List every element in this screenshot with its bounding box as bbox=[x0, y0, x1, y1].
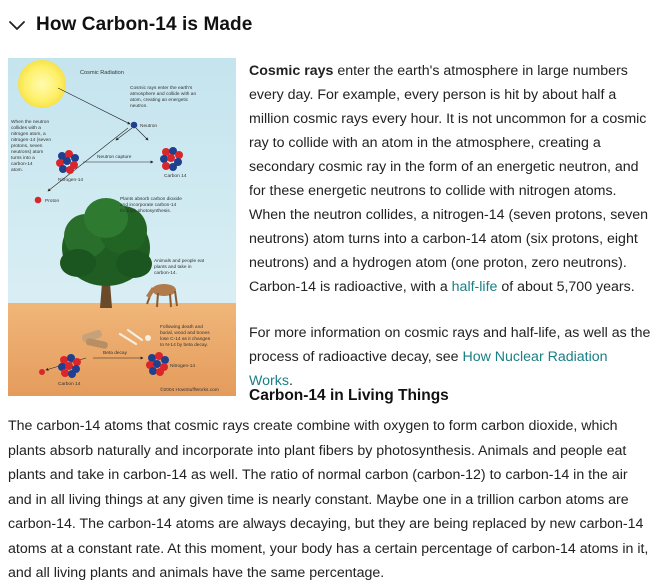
label-neutron-capture: Neutron capture bbox=[97, 155, 132, 160]
label-neutron: Neutron bbox=[140, 124, 158, 129]
svg-text:carbon-14: carbon-14 bbox=[11, 162, 33, 167]
svg-text:neutron.: neutron. bbox=[130, 104, 148, 109]
label-carbon14-bottom: Carbon 14 bbox=[58, 382, 81, 387]
label-nitrogen14-top: Nitrogen-14 bbox=[58, 178, 84, 183]
svg-text:nitrogen-14 (seven: nitrogen-14 (seven bbox=[11, 138, 51, 143]
section-title: How Carbon-14 is Made bbox=[36, 14, 253, 35]
svg-text:collides with a: collides with a bbox=[11, 126, 41, 131]
copyright-label: ©2004 HowStuffWorks.com bbox=[160, 388, 219, 393]
neutron-icon bbox=[131, 122, 138, 129]
decay-particle-icon bbox=[39, 369, 45, 375]
label-proton: Proton bbox=[45, 199, 60, 204]
label-beta-decay: Beta decay bbox=[103, 351, 128, 356]
svg-text:burial, wood and bones: burial, wood and bones bbox=[160, 331, 210, 336]
chevron-down-icon[interactable] bbox=[8, 16, 26, 34]
svg-text:to N-14 by beta decay.: to N-14 by beta decay. bbox=[160, 343, 208, 348]
svg-text:Plants absorb carbon dioxide: Plants absorb carbon dioxide bbox=[120, 197, 182, 202]
ground bbox=[8, 303, 236, 396]
paragraph-more-info: For more information on cosmic rays and half-life, as well as the process of radioactive decay, see How Nuclear Radiation Works. bbox=[249, 325, 651, 389]
cosmic-rays-term: Cosmic rays bbox=[249, 63, 334, 79]
carbon14-diagram bbox=[8, 58, 236, 396]
svg-text:nitrogen atom, a: nitrogen atom, a bbox=[11, 132, 46, 137]
svg-text:atom, creating an energetic: atom, creating an energetic bbox=[130, 98, 189, 103]
svg-text:atom.: atom. bbox=[11, 168, 23, 173]
right-column bbox=[249, 59, 653, 393]
svg-text:protons, seven: protons, seven bbox=[11, 144, 43, 149]
paragraph-living-things: The carbon-14 atoms that cosmic rays create combine with oxygen to form carbon dioxide, which plants absorb naturally and incorporate into plant fibers by photosynthesis. Animals and people eat plants and take in carbon-14 as well. The ratio of normal carbon (carbon-12) to carbon-14 in the air and in all living things at any given time is nearly constant. Maybe one in a trillion carbon atoms are carbon-14. The carbon-14 atoms are always decaying, but they are being replaced by new carbon-14 atoms at a constant rate. At this moment, your body has a certain percentage of carbon-14 atoms in it, and all living plants and animals have the same percentage. bbox=[8, 418, 649, 581]
svg-text:neutrons) atom: neutrons) atom bbox=[11, 150, 44, 155]
section-header[interactable] bbox=[8, 10, 252, 40]
svg-text:Following death and: Following death and bbox=[160, 325, 203, 330]
subheading-living-things: Carbon-14 in Living Things bbox=[249, 387, 449, 404]
label-nitrogen14-bottom: Nitrogen-14 bbox=[170, 364, 196, 369]
svg-text:plants and take in: plants and take in bbox=[154, 265, 192, 270]
paragraph-cosmic-rays: Cosmic rays enter the earth's atmosphere in large numbers every day. For example, every person is hit by about half a million cosmic rays every hour. It is not uncommon for a cosmic ray to collide with an atom in the atmosphere, creating a secondary cosmic ray in the form of an energetic neutron, and for these energetic neutrons to collide with nitrogen atoms. When the neutron collides, a nitrogen-14 (seven protons, seven neutrons) atom turns into a carbon-14 atom (six protons, eight neutrons) and a hydrogen atom (one proton, zero neutrons). Carbon-14 is radioactive, with a half-life of about 5,700 years. bbox=[249, 63, 649, 295]
svg-text:When the neutron: When the neutron bbox=[11, 120, 50, 125]
svg-text:Cosmic rays enter the earth's: Cosmic rays enter the earth's bbox=[130, 86, 193, 91]
svg-text:through photosynthesis.: through photosynthesis. bbox=[120, 209, 171, 214]
svg-text:turns into a: turns into a bbox=[11, 156, 35, 161]
nuclear-radiation-link[interactable]: How Nuclear Radiation Works bbox=[249, 349, 608, 389]
label-carbon14-top: Carbon 14 bbox=[164, 174, 187, 179]
half-life-link[interactable]: half-life bbox=[451, 279, 498, 295]
svg-text:and incorporate carbon-14: and incorporate carbon-14 bbox=[120, 203, 177, 208]
svg-text:lose C-14 as it changes: lose C-14 as it changes bbox=[160, 337, 211, 342]
sun-icon bbox=[18, 60, 66, 108]
svg-text:Animals and people eat: Animals and people eat bbox=[154, 259, 205, 264]
svg-text:carbon-14.: carbon-14. bbox=[154, 271, 177, 276]
svg-text:atmosphere and collide with an: atmosphere and collide with an bbox=[130, 92, 197, 97]
proton-icon bbox=[35, 197, 42, 204]
label-cosmic-radiation: Cosmic Radiation bbox=[80, 70, 124, 76]
